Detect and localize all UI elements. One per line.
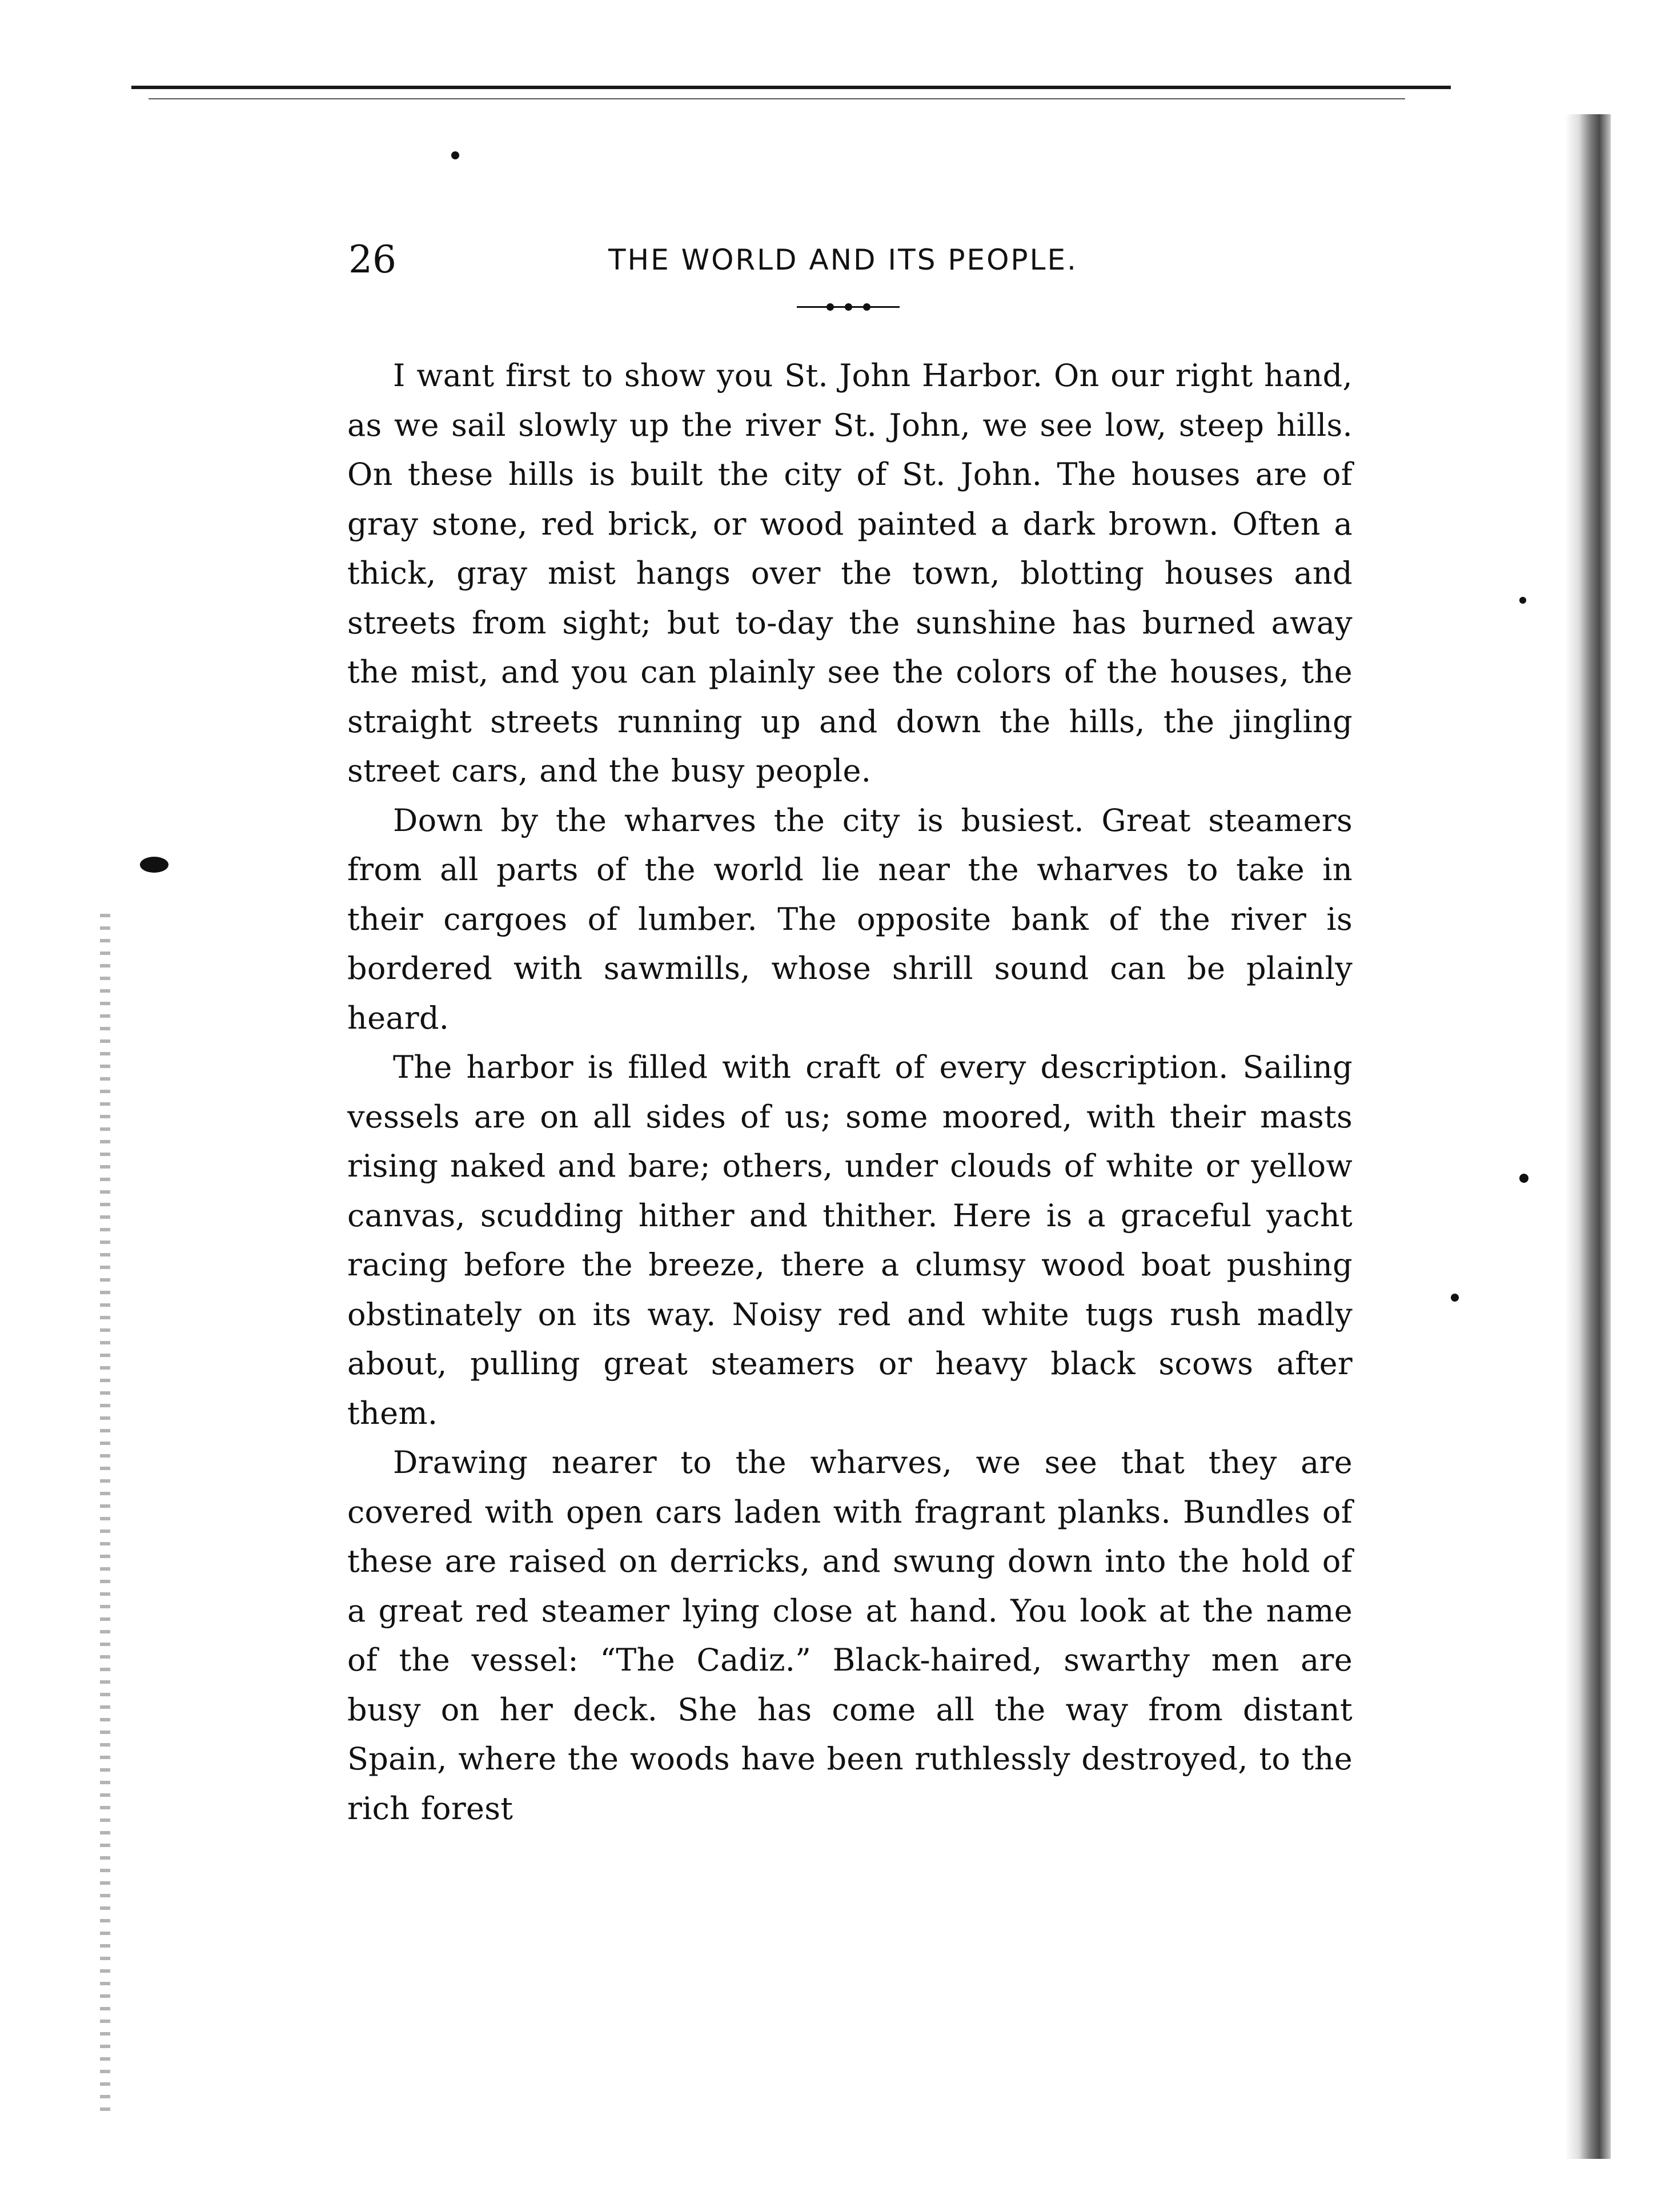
ink-smudge — [140, 857, 168, 873]
body-text — [347, 351, 1353, 1833]
top-rule — [131, 86, 1451, 89]
page-header — [348, 234, 1254, 286]
ink-smudge — [1451, 1294, 1459, 1302]
paragraph: The harbor is filled with craft of every description. Sailing vessels are on all sides of us; some moored, with their masts rising naked and bare; others, under clouds of white or yellow canvas, scudding hither and thither. Here is a graceful yacht racing before the breeze, there a clumsy wood boat pushing obstinately on its way. Noisy red and white tugs rush madly about, pulling great steamers or heavy black scows after them. — [347, 1049, 1353, 1431]
scan-speckle-strip — [100, 914, 110, 2113]
top-rule-thin — [149, 98, 1405, 99]
scanned-page-edge — [1565, 114, 1611, 2159]
paragraph: Down by the wharves the city is busiest. Great steamers from all parts of the world lie near the wharves to take in their cargoes of lumber. The opposite bank of the river is bordered with sawmills, whose shrill sound can be plainly heard. — [347, 802, 1353, 1036]
ornament-dot — [827, 303, 834, 311]
paragraph: I want first to show you St. John Harbor. On our right hand, as we sail slowly up the river St. John, we see low, steep hills. On these hills is built the city of St. John. The houses are of gray stone, red brick, or wood painted a dark brown. Often a thick, gray mist hangs over the town, blotting houses and streets from sight; but to-day the sunshine has burned away the mist, and you can plainly see the colors of the houses, the straight streets running up and down the hills, the jingling street cars, and the busy people. — [347, 358, 1353, 789]
ink-smudge — [451, 151, 459, 159]
ink-smudge — [1519, 1174, 1528, 1183]
paragraph: Drawing nearer to the wharves, we see that they are covered with open cars laden with fragrant planks. Bundles of these are raised on derricks, and swung down into the hold of a great red steamer lying close at hand. You look at the name of the vessel: “The Cadiz.” Black-haired, swarthy men are busy on her deck. She has come all the way from distant Spain, where the woods have been ruthlessly destroyed, to the rich forest — [347, 1444, 1353, 1826]
page-number: 26 — [348, 238, 396, 282]
ornament-dot — [863, 303, 870, 311]
ink-smudge — [1519, 597, 1526, 604]
running-head: THE WORLD AND ITS PEOPLE. — [608, 243, 1078, 276]
header-ornament — [797, 303, 900, 311]
ornament-dot — [845, 303, 852, 311]
